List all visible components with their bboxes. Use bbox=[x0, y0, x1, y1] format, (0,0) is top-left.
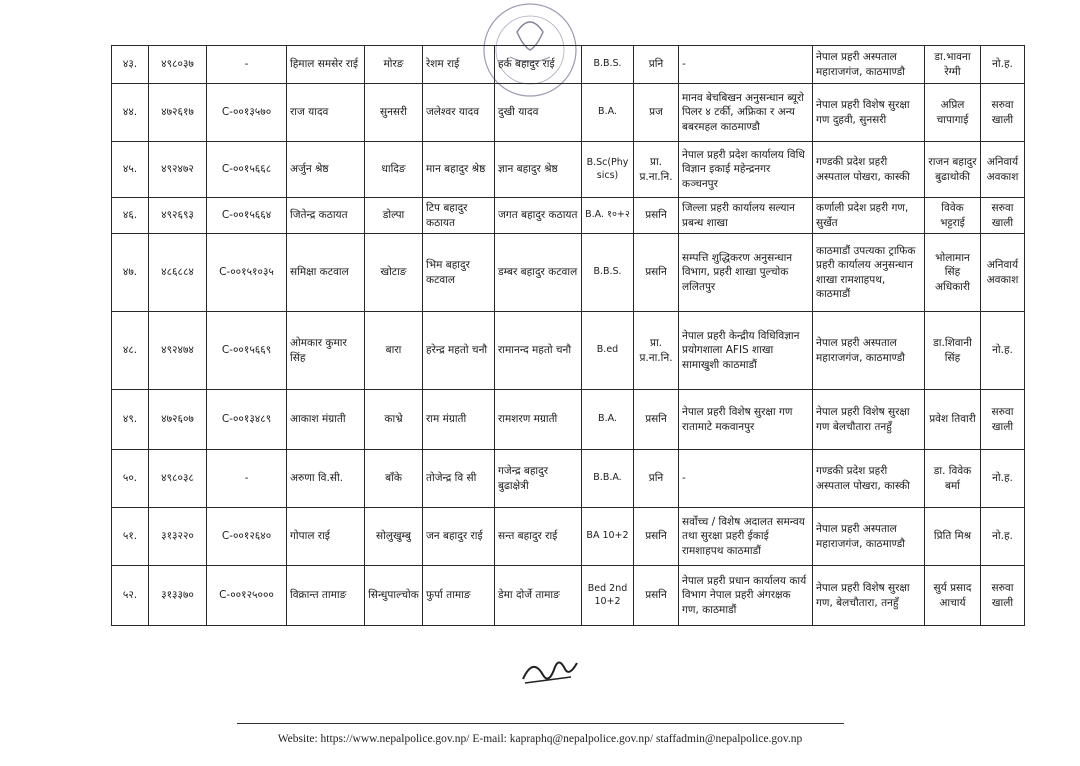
signature-mark bbox=[515, 655, 585, 689]
serial-number-cell: ५०. bbox=[112, 450, 149, 508]
name-cell: हिमाल समसेर राई bbox=[287, 46, 365, 84]
code-number-cell: C-००१५६६८ bbox=[207, 142, 287, 198]
remark-cell: नो.ह. bbox=[981, 508, 1025, 566]
father-name-cell: फुर्पा तामाङ bbox=[423, 566, 495, 626]
code-number-cell: C-००१३५७० bbox=[207, 84, 287, 142]
district-cell: बाँके bbox=[365, 450, 423, 508]
education-cell: B.A. १०+२ bbox=[582, 198, 634, 234]
education-cell: B.B.S. bbox=[582, 234, 634, 312]
district-cell: सोलुखुम्बु bbox=[365, 508, 423, 566]
police-id-cell: ४८६८८४ bbox=[149, 234, 207, 312]
police-id-cell: ४९२४७२ bbox=[149, 142, 207, 198]
category-cell: प्रा. प्र.ना.नि. bbox=[634, 142, 679, 198]
code-number-cell: C-००१३४८९ bbox=[207, 390, 287, 450]
grandfather-name-cell: जगत बहादुर कठायत bbox=[495, 198, 582, 234]
father-name-cell: राम मंग्राती bbox=[423, 390, 495, 450]
remark-cell: नो.ह. bbox=[981, 312, 1025, 390]
table-row bbox=[112, 508, 1025, 566]
remark-cell: सरुवा खाली bbox=[981, 390, 1025, 450]
doctor-name-cell: प्रवेश तिवारी bbox=[925, 390, 981, 450]
father-name-cell: तोजेन्द्र वि सी bbox=[423, 450, 495, 508]
police-id-cell: ३१३३७० bbox=[149, 566, 207, 626]
father-name-cell: हरेन्द्र महतो चनौ bbox=[423, 312, 495, 390]
current-office-cell: सर्वोच्च / विशेष अदालत समन्वय तथा सुरक्षा प्रहरी ईकाई रामशाहपथ काठमाडौं bbox=[679, 508, 813, 566]
serial-number-cell: ४४. bbox=[112, 84, 149, 142]
police-id-cell: ३१३२२० bbox=[149, 508, 207, 566]
code-number-cell: C-००१२५००० bbox=[207, 566, 287, 626]
district-cell: बारा bbox=[365, 312, 423, 390]
table-row bbox=[112, 198, 1025, 234]
education-cell: B.B.S. bbox=[582, 46, 634, 84]
serial-number-cell: ४३. bbox=[112, 46, 149, 84]
doctor-name-cell: अप्रिल चापागाई bbox=[925, 84, 981, 142]
doctor-name-cell: विवेक भट्टराई bbox=[925, 198, 981, 234]
category-cell: प्रसनि bbox=[634, 508, 679, 566]
district-cell: सिन्धुपाल्चोक bbox=[365, 566, 423, 626]
education-cell: B.ed bbox=[582, 312, 634, 390]
current-office-cell: जिल्ला प्रहरी कार्यालय सल्यान प्रबन्ध शाखा bbox=[679, 198, 813, 234]
assigned-hospital-cell: गण्डकी प्रदेश प्रहरी अस्पताल पोखरा, कास्की bbox=[813, 450, 925, 508]
serial-number-cell: ४६. bbox=[112, 198, 149, 234]
personnel-table bbox=[111, 45, 1025, 626]
category-cell: प्रनि bbox=[634, 450, 679, 508]
grandfather-name-cell: डेमा दोर्जे तामाङ bbox=[495, 566, 582, 626]
category-cell: प्रसनि bbox=[634, 390, 679, 450]
assigned-hospital-cell: नेपाल प्रहरी अस्पताल महाराजगंज, काठमाण्डौ bbox=[813, 508, 925, 566]
remark-cell: नो.ह. bbox=[981, 450, 1025, 508]
category-cell: प्रज bbox=[634, 84, 679, 142]
assigned-hospital-cell: नेपाल प्रहरी विशेष सुरक्षा गण बेलचौतारा तनहुँ bbox=[813, 390, 925, 450]
name-cell: विक्रान्त तामाङ bbox=[287, 566, 365, 626]
table-row bbox=[112, 450, 1025, 508]
education-cell: Bed 2nd 10+2 bbox=[582, 566, 634, 626]
doctor-name-cell: भोलामान सिंह अधिकारी bbox=[925, 234, 981, 312]
table-row bbox=[112, 46, 1025, 84]
father-name-cell: जलेश्वर यादव bbox=[423, 84, 495, 142]
police-id-cell: ४९८०३७ bbox=[149, 46, 207, 84]
name-cell: राज यादव bbox=[287, 84, 365, 142]
current-office-cell: नेपाल प्रहरी विशेष सुरक्षा गण रातामाटे मकवानपुर bbox=[679, 390, 813, 450]
serial-number-cell: ५१. bbox=[112, 508, 149, 566]
grandfather-name-cell: हर्क बहादुर राई bbox=[495, 46, 582, 84]
police-id-cell: ४७२६१७ bbox=[149, 84, 207, 142]
category-cell: प्रसनि bbox=[634, 566, 679, 626]
grandfather-name-cell: रामानन्द महतो चनौ bbox=[495, 312, 582, 390]
education-cell: B.A. bbox=[582, 390, 634, 450]
education-cell: B.B.A. bbox=[582, 450, 634, 508]
grandfather-name-cell: गजेन्द्र बहादुर बुढाक्षेत्री bbox=[495, 450, 582, 508]
grandfather-name-cell: दुखी यादव bbox=[495, 84, 582, 142]
category-cell: प्रसनि bbox=[634, 234, 679, 312]
assigned-hospital-cell: काठमाडौं उपत्यका ट्राफिक प्रहरी कार्यालय अनुसन्धान शाखा रामशाहपथ, काठमाडौं bbox=[813, 234, 925, 312]
remark-cell: नो.ह. bbox=[981, 46, 1025, 84]
current-office-cell: - bbox=[679, 46, 813, 84]
code-number-cell: C-००१२६४० bbox=[207, 508, 287, 566]
police-id-cell: ४७२६०७ bbox=[149, 390, 207, 450]
district-cell: धादिङ bbox=[365, 142, 423, 198]
current-office-cell: नेपाल प्रहरी प्रदेश कार्यालय विधि विज्ञान इकाई महेन्द्रनगर कञ्चनपुर bbox=[679, 142, 813, 198]
father-name-cell: रेशम राई bbox=[423, 46, 495, 84]
category-cell: प्रनि bbox=[634, 46, 679, 84]
current-office-cell: सम्पत्ति शुद्धिकरण अनुसन्धान विभाग, प्रहरी शाखा पुल्चोक ललितपुर bbox=[679, 234, 813, 312]
table-row bbox=[112, 566, 1025, 626]
grandfather-name-cell: सन्त बहादुर राई bbox=[495, 508, 582, 566]
doctor-name-cell: सुर्य प्रसाद आचार्य bbox=[925, 566, 981, 626]
table-row bbox=[112, 312, 1025, 390]
police-id-cell: ४९२६९३ bbox=[149, 198, 207, 234]
category-cell: प्रसनि bbox=[634, 198, 679, 234]
name-cell: समिक्षा कटवाल bbox=[287, 234, 365, 312]
grandfather-name-cell: रामशरण मग्राती bbox=[495, 390, 582, 450]
serial-number-cell: ५२. bbox=[112, 566, 149, 626]
footer-contact-line: Website: https://www.nepalpolice.gov.np/ E-mail: kapraphq@nepalpolice.gov.np/ staffadmin@nepalpolice.gov.np bbox=[277, 733, 803, 745]
doctor-name-cell: प्रिति मिश्र bbox=[925, 508, 981, 566]
table-row bbox=[112, 390, 1025, 450]
district-cell: डोल्पा bbox=[365, 198, 423, 234]
assigned-hospital-cell: गण्डकी प्रदेश प्रहरी अस्पताल पोखरा, कास्की bbox=[813, 142, 925, 198]
name-cell: ओमकार कुमार सिंह bbox=[287, 312, 365, 390]
name-cell: गोपाल राई bbox=[287, 508, 365, 566]
table-row bbox=[112, 142, 1025, 198]
father-name-cell: टिप बहादुर कठायत bbox=[423, 198, 495, 234]
current-office-cell: मानव बेचबिखन अनुसन्धान ब्यूरो पिलर ४ टर्की, अफ्रिका र अन्य बबरमहल काठमाण्डौ bbox=[679, 84, 813, 142]
doctor-name-cell: राजन बहादुर बुढाथोकी bbox=[925, 142, 981, 198]
name-cell: अरुणा वि.सी. bbox=[287, 450, 365, 508]
serial-number-cell: ४९. bbox=[112, 390, 149, 450]
serial-number-cell: ४८. bbox=[112, 312, 149, 390]
serial-number-cell: ४७. bbox=[112, 234, 149, 312]
current-office-cell: - bbox=[679, 450, 813, 508]
table-row bbox=[112, 234, 1025, 312]
assigned-hospital-cell: नेपाल प्रहरी अस्पताल महाराजगंज, काठमाण्डौ bbox=[813, 46, 925, 84]
remark-cell: अनिवार्य अवकाश bbox=[981, 142, 1025, 198]
district-cell: सुनसरी bbox=[365, 84, 423, 142]
remark-cell: अनिवार्य अवकाश bbox=[981, 234, 1025, 312]
assigned-hospital-cell: कर्णाली प्रदेश प्रहरी गण, सुर्खेत bbox=[813, 198, 925, 234]
education-cell: BA 10+2 bbox=[582, 508, 634, 566]
assigned-hospital-cell: नेपाल प्रहरी अस्पताल महाराजगंज, काठमाण्डौ bbox=[813, 312, 925, 390]
assigned-hospital-cell: नेपाल प्रहरी विशेष सुरक्षा गण, बेलचौतारा, तनहुँ bbox=[813, 566, 925, 626]
district-cell: खोटाङ bbox=[365, 234, 423, 312]
doctor-name-cell: डा.भावना रेग्मी bbox=[925, 46, 981, 84]
code-number-cell: C-००१५६६९ bbox=[207, 312, 287, 390]
district-cell: मोरङ bbox=[365, 46, 423, 84]
table-row bbox=[112, 84, 1025, 142]
father-name-cell: भिम बहादुर कटवाल bbox=[423, 234, 495, 312]
remark-cell: सरुवा खाली bbox=[981, 84, 1025, 142]
code-number-cell: C-००१५६६४ bbox=[207, 198, 287, 234]
remark-cell: सरुवा खाली bbox=[981, 198, 1025, 234]
name-cell: आकाश मंग्राती bbox=[287, 390, 365, 450]
grandfather-name-cell: डम्बर बहादुर कटवाल bbox=[495, 234, 582, 312]
district-cell: काभ्रे bbox=[365, 390, 423, 450]
category-cell: प्रा. प्र.ना.नि. bbox=[634, 312, 679, 390]
code-number-cell: - bbox=[207, 450, 287, 508]
police-id-cell: ४९२४७४ bbox=[149, 312, 207, 390]
doctor-name-cell: डा.शिवानी सिंह bbox=[925, 312, 981, 390]
father-name-cell: मान बहादुर श्रेष्ठ bbox=[423, 142, 495, 198]
police-id-cell: ४९८०३८ bbox=[149, 450, 207, 508]
education-cell: B.Sc(Physics) bbox=[582, 142, 634, 198]
footer-divider bbox=[237, 723, 844, 724]
assigned-hospital-cell: नेपाल प्रहरी विशेष सुरक्षा गण दुहवी, सुनसरी bbox=[813, 84, 925, 142]
code-number-cell: - bbox=[207, 46, 287, 84]
name-cell: जितेन्द्र कठायत bbox=[287, 198, 365, 234]
father-name-cell: जन बहादुर राई bbox=[423, 508, 495, 566]
code-number-cell: C-००१५१०३५ bbox=[207, 234, 287, 312]
serial-number-cell: ४५. bbox=[112, 142, 149, 198]
grandfather-name-cell: ज्ञान बहादुर श्रेष्ठ bbox=[495, 142, 582, 198]
doctor-name-cell: डा. विवेक बर्मा bbox=[925, 450, 981, 508]
remark-cell: सरुवा खाली bbox=[981, 566, 1025, 626]
current-office-cell: नेपाल प्रहरी प्रधान कार्यालय कार्य विभाग नेपाल प्रहरी अंगरक्षक गण, काठमाडौं bbox=[679, 566, 813, 626]
current-office-cell: नेपाल प्रहरी केन्द्रीय विधिविज्ञान प्रयोगशाला AFIS शाखा सामाखुशी काठमाडौं bbox=[679, 312, 813, 390]
name-cell: अर्जुन श्रेष्ठ bbox=[287, 142, 365, 198]
education-cell: B.A. bbox=[582, 84, 634, 142]
